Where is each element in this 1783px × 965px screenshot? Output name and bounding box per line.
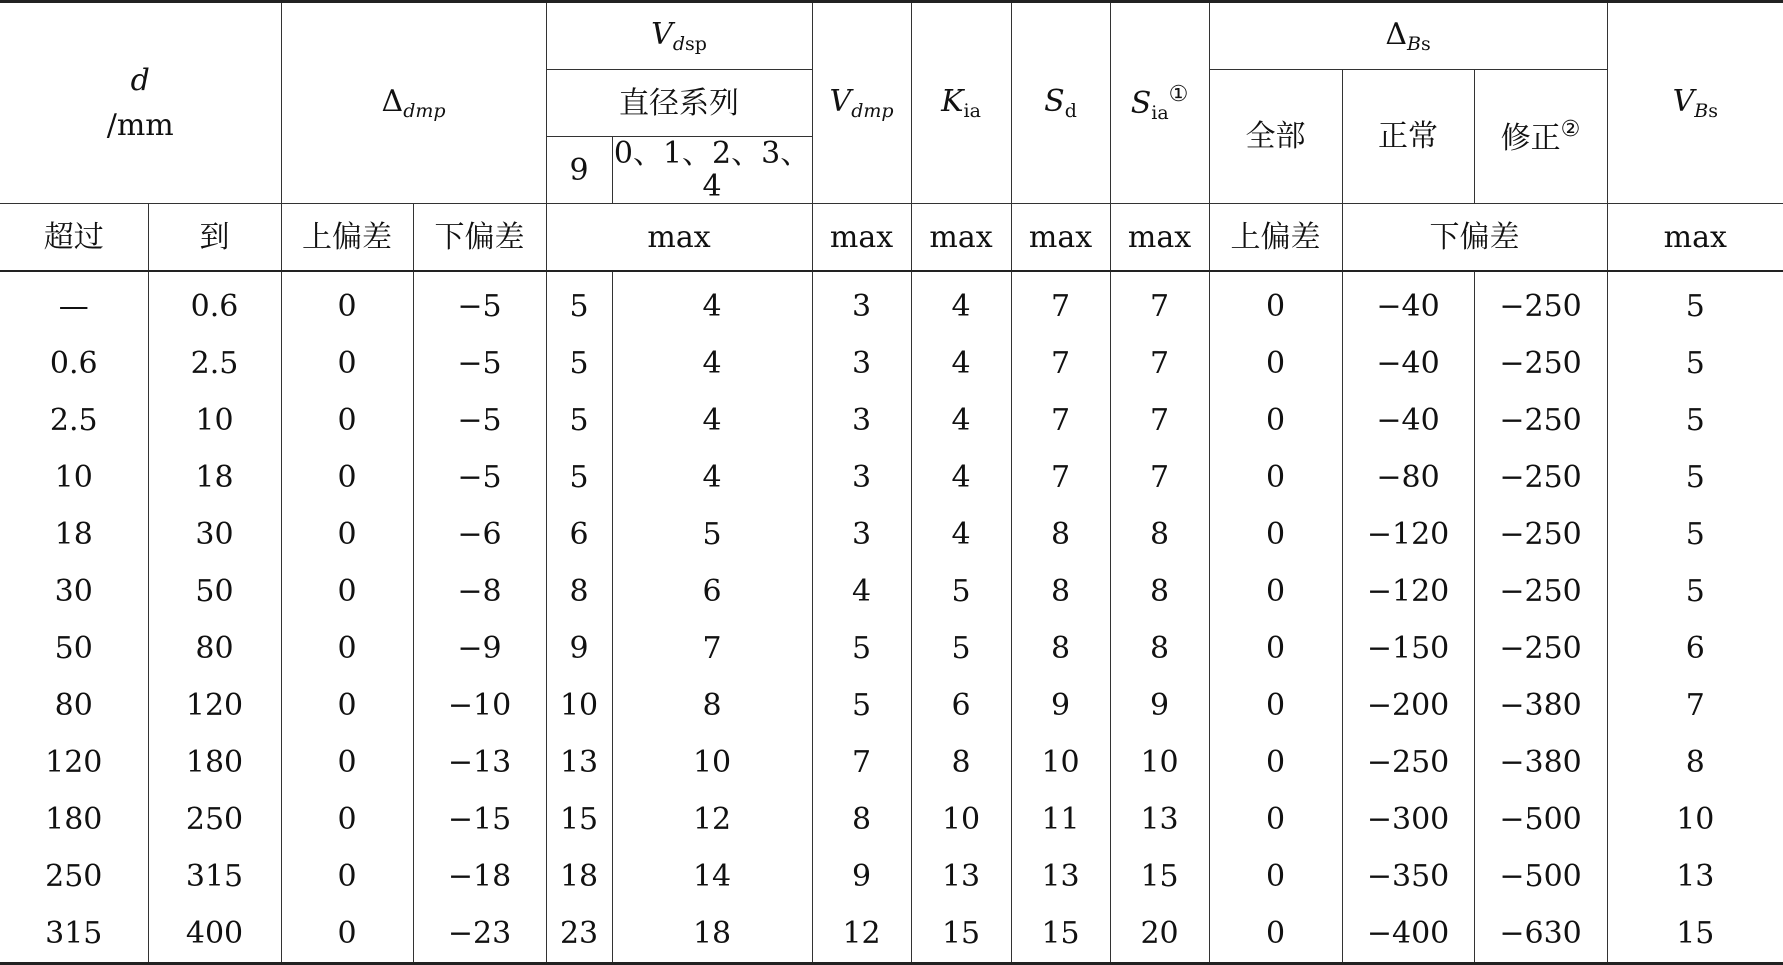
cell-delta-dmp-upper: 0 bbox=[281, 506, 413, 563]
cell-sd: 8 bbox=[1011, 563, 1110, 620]
table-row bbox=[0, 506, 1783, 563]
cell-sd: 9 bbox=[1011, 677, 1110, 734]
cell-delta-bs-all: 0 bbox=[1209, 620, 1342, 677]
cell-sia: 8 bbox=[1110, 506, 1209, 563]
cell-delta-bs-modified: −250 bbox=[1474, 449, 1607, 506]
cell-sia: 15 bbox=[1110, 848, 1209, 905]
cell-vdsp-9: 13 bbox=[546, 734, 612, 791]
cell-vdsp-01234: 6 bbox=[612, 563, 812, 620]
cell-delta-bs-normal: −120 bbox=[1342, 563, 1474, 620]
cell-delta-bs-modified: −380 bbox=[1474, 677, 1607, 734]
cell-delta-bs-modified: −250 bbox=[1474, 506, 1607, 563]
cell-delta-dmp-lower: −8 bbox=[413, 563, 546, 620]
cell-delta-bs-normal: −250 bbox=[1342, 734, 1474, 791]
cell-vbs: 5 bbox=[1607, 563, 1783, 620]
cell-sd: 8 bbox=[1011, 506, 1110, 563]
header-modified bbox=[1474, 70, 1607, 204]
cell-over: 250 bbox=[0, 848, 148, 905]
cell-vdmp: 4 bbox=[812, 563, 911, 620]
table-row bbox=[0, 734, 1783, 791]
cell-vdsp-9: 23 bbox=[546, 905, 612, 964]
cell-delta-bs-modified: −500 bbox=[1474, 791, 1607, 848]
cell-delta-bs-all: 0 bbox=[1209, 734, 1342, 791]
cell-delta-dmp-upper: 0 bbox=[281, 905, 413, 964]
cell-vbs: 5 bbox=[1607, 392, 1783, 449]
units-upper-dev-bs: 上偏差 bbox=[1209, 204, 1342, 272]
cell-kia: 4 bbox=[911, 335, 1011, 392]
cell-over: 2.5 bbox=[0, 392, 148, 449]
cell-vbs: 15 bbox=[1607, 905, 1783, 964]
cell-sd: 15 bbox=[1011, 905, 1110, 964]
d-unit: /mm bbox=[106, 108, 174, 143]
header-row-1 bbox=[0, 2, 1783, 70]
cell-delta-dmp-lower: −5 bbox=[413, 335, 546, 392]
cell-vdsp-9: 5 bbox=[546, 335, 612, 392]
cell-vdsp-01234: 4 bbox=[612, 271, 812, 335]
cell-delta-dmp-lower: −23 bbox=[413, 905, 546, 964]
cell-over: 30 bbox=[0, 563, 148, 620]
cell-delta-bs-normal: −200 bbox=[1342, 677, 1474, 734]
units-max-sia: max bbox=[1110, 204, 1209, 272]
header-v-dsp bbox=[546, 2, 812, 70]
cell-over: 0.6 bbox=[0, 335, 148, 392]
cell-sia: 7 bbox=[1110, 335, 1209, 392]
cell-delta-dmp-upper: 0 bbox=[281, 848, 413, 905]
table-row bbox=[0, 335, 1783, 392]
v-dsp-sub-d: d bbox=[672, 32, 685, 55]
cell-kia: 4 bbox=[911, 392, 1011, 449]
k-ia-sub: ia bbox=[963, 99, 981, 122]
table-row bbox=[0, 791, 1783, 848]
table-row bbox=[0, 905, 1783, 964]
cell-sia: 9 bbox=[1110, 677, 1209, 734]
cell-delta-dmp-upper: 0 bbox=[281, 677, 413, 734]
cell-delta-bs-all: 0 bbox=[1209, 905, 1342, 964]
cell-delta-dmp-lower: −9 bbox=[413, 620, 546, 677]
cell-vdsp-01234: 12 bbox=[612, 791, 812, 848]
cell-delta-bs-modified: −250 bbox=[1474, 620, 1607, 677]
table-body bbox=[0, 271, 1783, 964]
cell-over: 315 bbox=[0, 905, 148, 964]
cell-delta-bs-normal: −300 bbox=[1342, 791, 1474, 848]
cell-vdsp-9: 5 bbox=[546, 271, 612, 335]
v-dmp-sub: dmp bbox=[851, 99, 894, 122]
cell-vdsp-01234: 8 bbox=[612, 677, 812, 734]
header-delta-dmp bbox=[281, 2, 546, 204]
cell-vbs: 13 bbox=[1607, 848, 1783, 905]
cell-vbs: 5 bbox=[1607, 335, 1783, 392]
cell-vdsp-01234: 10 bbox=[612, 734, 812, 791]
cell-delta-dmp-lower: −15 bbox=[413, 791, 546, 848]
delta-symbol: Δ bbox=[1385, 16, 1408, 52]
cell-sd: 10 bbox=[1011, 734, 1110, 791]
s-symbol: S bbox=[1130, 85, 1152, 121]
cell-delta-bs-modified: −250 bbox=[1474, 563, 1607, 620]
note-1-mark: ① bbox=[1168, 81, 1189, 107]
s-symbol: S bbox=[1044, 83, 1065, 119]
table-row bbox=[0, 620, 1783, 677]
cell-to: 0.6 bbox=[148, 271, 281, 335]
cell-delta-dmp-lower: −10 bbox=[413, 677, 546, 734]
units-over: 超过 bbox=[0, 204, 148, 272]
cell-delta-bs-modified: −380 bbox=[1474, 734, 1607, 791]
header-s-ia bbox=[1110, 2, 1209, 204]
cell-kia: 13 bbox=[911, 848, 1011, 905]
cell-vdsp-9: 5 bbox=[546, 392, 612, 449]
cell-delta-bs-normal: −350 bbox=[1342, 848, 1474, 905]
cell-sd: 7 bbox=[1011, 271, 1110, 335]
cell-to: 18 bbox=[148, 449, 281, 506]
cell-vdmp: 9 bbox=[812, 848, 911, 905]
units-lower-dev: 下偏差 bbox=[413, 204, 546, 272]
cell-vdsp-01234: 4 bbox=[612, 335, 812, 392]
cell-to: 2.5 bbox=[148, 335, 281, 392]
cell-vdsp-01234: 18 bbox=[612, 905, 812, 964]
cell-sd: 7 bbox=[1011, 335, 1110, 392]
cell-vdmp: 3 bbox=[812, 392, 911, 449]
v-dsp-sub-sp: sp bbox=[685, 32, 707, 55]
cell-vdmp: 3 bbox=[812, 506, 911, 563]
cell-vdsp-01234: 4 bbox=[612, 392, 812, 449]
cell-kia: 8 bbox=[911, 734, 1011, 791]
header-all: 全部 bbox=[1209, 70, 1342, 204]
cell-vdsp-9: 9 bbox=[546, 620, 612, 677]
v-symbol: V bbox=[651, 16, 673, 52]
header-normal: 正常 bbox=[1342, 70, 1474, 204]
cell-delta-dmp-upper: 0 bbox=[281, 335, 413, 392]
cell-kia: 15 bbox=[911, 905, 1011, 964]
cell-vbs: 5 bbox=[1607, 506, 1783, 563]
cell-kia: 5 bbox=[911, 563, 1011, 620]
cell-to: 120 bbox=[148, 677, 281, 734]
cell-vdsp-9: 6 bbox=[546, 506, 612, 563]
d-symbol: d bbox=[130, 63, 150, 98]
cell-sd: 8 bbox=[1011, 620, 1110, 677]
units-to: 到 bbox=[148, 204, 281, 272]
cell-delta-dmp-lower: −5 bbox=[413, 449, 546, 506]
cell-kia: 4 bbox=[911, 271, 1011, 335]
cell-vdsp-9: 15 bbox=[546, 791, 612, 848]
cell-vdsp-01234: 7 bbox=[612, 620, 812, 677]
header-v-bs bbox=[1607, 2, 1783, 204]
cell-vdsp-01234: 14 bbox=[612, 848, 812, 905]
cell-kia: 4 bbox=[911, 506, 1011, 563]
cell-vbs: 5 bbox=[1607, 271, 1783, 335]
cell-vbs: 7 bbox=[1607, 677, 1783, 734]
cell-delta-bs-all: 0 bbox=[1209, 791, 1342, 848]
note-2-mark: ② bbox=[1560, 117, 1581, 142]
header-s-d bbox=[1011, 2, 1110, 204]
cell-to: 80 bbox=[148, 620, 281, 677]
cell-delta-bs-normal: −40 bbox=[1342, 335, 1474, 392]
cell-delta-bs-all: 0 bbox=[1209, 449, 1342, 506]
cell-over: 10 bbox=[0, 449, 148, 506]
cell-delta-bs-modified: −500 bbox=[1474, 848, 1607, 905]
cell-kia: 5 bbox=[911, 620, 1011, 677]
cell-vdsp-9: 8 bbox=[546, 563, 612, 620]
cell-kia: 10 bbox=[911, 791, 1011, 848]
cell-delta-bs-modified: −250 bbox=[1474, 271, 1607, 335]
cell-vbs: 8 bbox=[1607, 734, 1783, 791]
cell-over: 120 bbox=[0, 734, 148, 791]
cell-over: — bbox=[0, 271, 148, 335]
table-row bbox=[0, 563, 1783, 620]
delta-symbol: Δ bbox=[381, 83, 404, 119]
table-row bbox=[0, 271, 1783, 335]
cell-delta-bs-all: 0 bbox=[1209, 563, 1342, 620]
cell-sd: 7 bbox=[1011, 392, 1110, 449]
cell-sia: 7 bbox=[1110, 449, 1209, 506]
s-d-sub: d bbox=[1064, 99, 1077, 122]
cell-vdsp-9: 18 bbox=[546, 848, 612, 905]
header-series-9: 9 bbox=[546, 137, 612, 204]
cell-to: 250 bbox=[148, 791, 281, 848]
cell-delta-bs-normal: −40 bbox=[1342, 271, 1474, 335]
v-symbol: V bbox=[829, 83, 852, 119]
units-max-vbs: max bbox=[1607, 204, 1783, 272]
cell-vdmp: 3 bbox=[812, 449, 911, 506]
header-v-dmp bbox=[812, 2, 911, 204]
header-d bbox=[0, 2, 281, 204]
cell-delta-bs-all: 0 bbox=[1209, 677, 1342, 734]
cell-vdmp: 7 bbox=[812, 734, 911, 791]
cell-over: 18 bbox=[0, 506, 148, 563]
cell-delta-bs-modified: −630 bbox=[1474, 905, 1607, 964]
cell-delta-bs-all: 0 bbox=[1209, 271, 1342, 335]
cell-delta-bs-normal: −80 bbox=[1342, 449, 1474, 506]
cell-delta-dmp-lower: −6 bbox=[413, 506, 546, 563]
cell-delta-bs-all: 0 bbox=[1209, 848, 1342, 905]
cell-delta-bs-all: 0 bbox=[1209, 335, 1342, 392]
cell-sia: 8 bbox=[1110, 563, 1209, 620]
v-bs-sub-s: s bbox=[1708, 99, 1718, 122]
header-diameter-series: 直径系列 bbox=[546, 70, 812, 137]
cell-delta-dmp-upper: 0 bbox=[281, 271, 413, 335]
cell-vdmp: 3 bbox=[812, 271, 911, 335]
cell-vdmp: 3 bbox=[812, 335, 911, 392]
units-row bbox=[0, 204, 1783, 272]
cell-delta-bs-normal: −120 bbox=[1342, 506, 1474, 563]
units-max-sd: max bbox=[1011, 204, 1110, 272]
modified-label: 修正 bbox=[1500, 121, 1561, 156]
cell-delta-bs-all: 0 bbox=[1209, 392, 1342, 449]
cell-delta-dmp-lower: −5 bbox=[413, 392, 546, 449]
cell-delta-dmp-lower: −18 bbox=[413, 848, 546, 905]
cell-vdsp-9: 10 bbox=[546, 677, 612, 734]
table-row bbox=[0, 449, 1783, 506]
cell-vdmp: 5 bbox=[812, 677, 911, 734]
cell-kia: 4 bbox=[911, 449, 1011, 506]
cell-delta-dmp-lower: −13 bbox=[413, 734, 546, 791]
delta-bs-sub-s: s bbox=[1420, 32, 1431, 55]
cell-sia: 7 bbox=[1110, 392, 1209, 449]
cell-to: 315 bbox=[148, 848, 281, 905]
units-max-vdsp: max bbox=[546, 204, 812, 272]
cell-to: 10 bbox=[148, 392, 281, 449]
k-symbol: K bbox=[941, 83, 964, 119]
cell-vdsp-01234: 5 bbox=[612, 506, 812, 563]
cell-vdmp: 5 bbox=[812, 620, 911, 677]
cell-to: 400 bbox=[148, 905, 281, 964]
cell-sd: 11 bbox=[1011, 791, 1110, 848]
header-delta-bs bbox=[1209, 2, 1607, 70]
v-symbol: V bbox=[1672, 83, 1695, 119]
cell-to: 50 bbox=[148, 563, 281, 620]
cell-sia: 8 bbox=[1110, 620, 1209, 677]
cell-delta-dmp-upper: 0 bbox=[281, 791, 413, 848]
cell-vbs: 5 bbox=[1607, 449, 1783, 506]
cell-over: 180 bbox=[0, 791, 148, 848]
s-ia-sub: ia bbox=[1151, 101, 1169, 124]
cell-vdsp-01234: 4 bbox=[612, 449, 812, 506]
cell-to: 30 bbox=[148, 506, 281, 563]
v-bs-sub-b: B bbox=[1694, 99, 1709, 122]
units-max-vdmp: max bbox=[812, 204, 911, 272]
cell-sia: 7 bbox=[1110, 271, 1209, 335]
cell-vdmp: 12 bbox=[812, 905, 911, 964]
cell-over: 80 bbox=[0, 677, 148, 734]
cell-vdsp-9: 5 bbox=[546, 449, 612, 506]
cell-delta-bs-modified: −250 bbox=[1474, 335, 1607, 392]
cell-delta-bs-modified: −250 bbox=[1474, 392, 1607, 449]
cell-delta-dmp-upper: 0 bbox=[281, 449, 413, 506]
cell-delta-bs-normal: −150 bbox=[1342, 620, 1474, 677]
cell-kia: 6 bbox=[911, 677, 1011, 734]
units-upper-dev: 上偏差 bbox=[281, 204, 413, 272]
cell-sd: 7 bbox=[1011, 449, 1110, 506]
cell-to: 180 bbox=[148, 734, 281, 791]
units-lower-dev-bs: 下偏差 bbox=[1342, 204, 1607, 272]
header-k-ia bbox=[911, 2, 1011, 204]
cell-vbs: 10 bbox=[1607, 791, 1783, 848]
header-series-01234: 0、1、2、3、4 bbox=[613, 136, 811, 204]
cell-delta-dmp-upper: 0 bbox=[281, 563, 413, 620]
cell-delta-dmp-upper: 0 bbox=[281, 392, 413, 449]
delta-bs-sub-b: B bbox=[1407, 32, 1421, 55]
cell-delta-bs-normal: −400 bbox=[1342, 905, 1474, 964]
cell-vbs: 6 bbox=[1607, 620, 1783, 677]
cell-vdmp: 8 bbox=[812, 791, 911, 848]
cell-sia: 10 bbox=[1110, 734, 1209, 791]
cell-delta-dmp-upper: 0 bbox=[281, 734, 413, 791]
cell-delta-dmp-upper: 0 bbox=[281, 620, 413, 677]
table-row bbox=[0, 392, 1783, 449]
delta-dmp-sub: dmp bbox=[403, 99, 446, 122]
cell-delta-bs-normal: −40 bbox=[1342, 392, 1474, 449]
cell-delta-bs-all: 0 bbox=[1209, 506, 1342, 563]
table-row bbox=[0, 677, 1783, 734]
cell-sd: 13 bbox=[1011, 848, 1110, 905]
table-row bbox=[0, 848, 1783, 905]
cell-over: 50 bbox=[0, 620, 148, 677]
units-max-kia: max bbox=[911, 204, 1011, 272]
cell-sia: 20 bbox=[1110, 905, 1209, 964]
cell-sia: 13 bbox=[1110, 791, 1209, 848]
cell-delta-dmp-lower: −5 bbox=[413, 271, 546, 335]
